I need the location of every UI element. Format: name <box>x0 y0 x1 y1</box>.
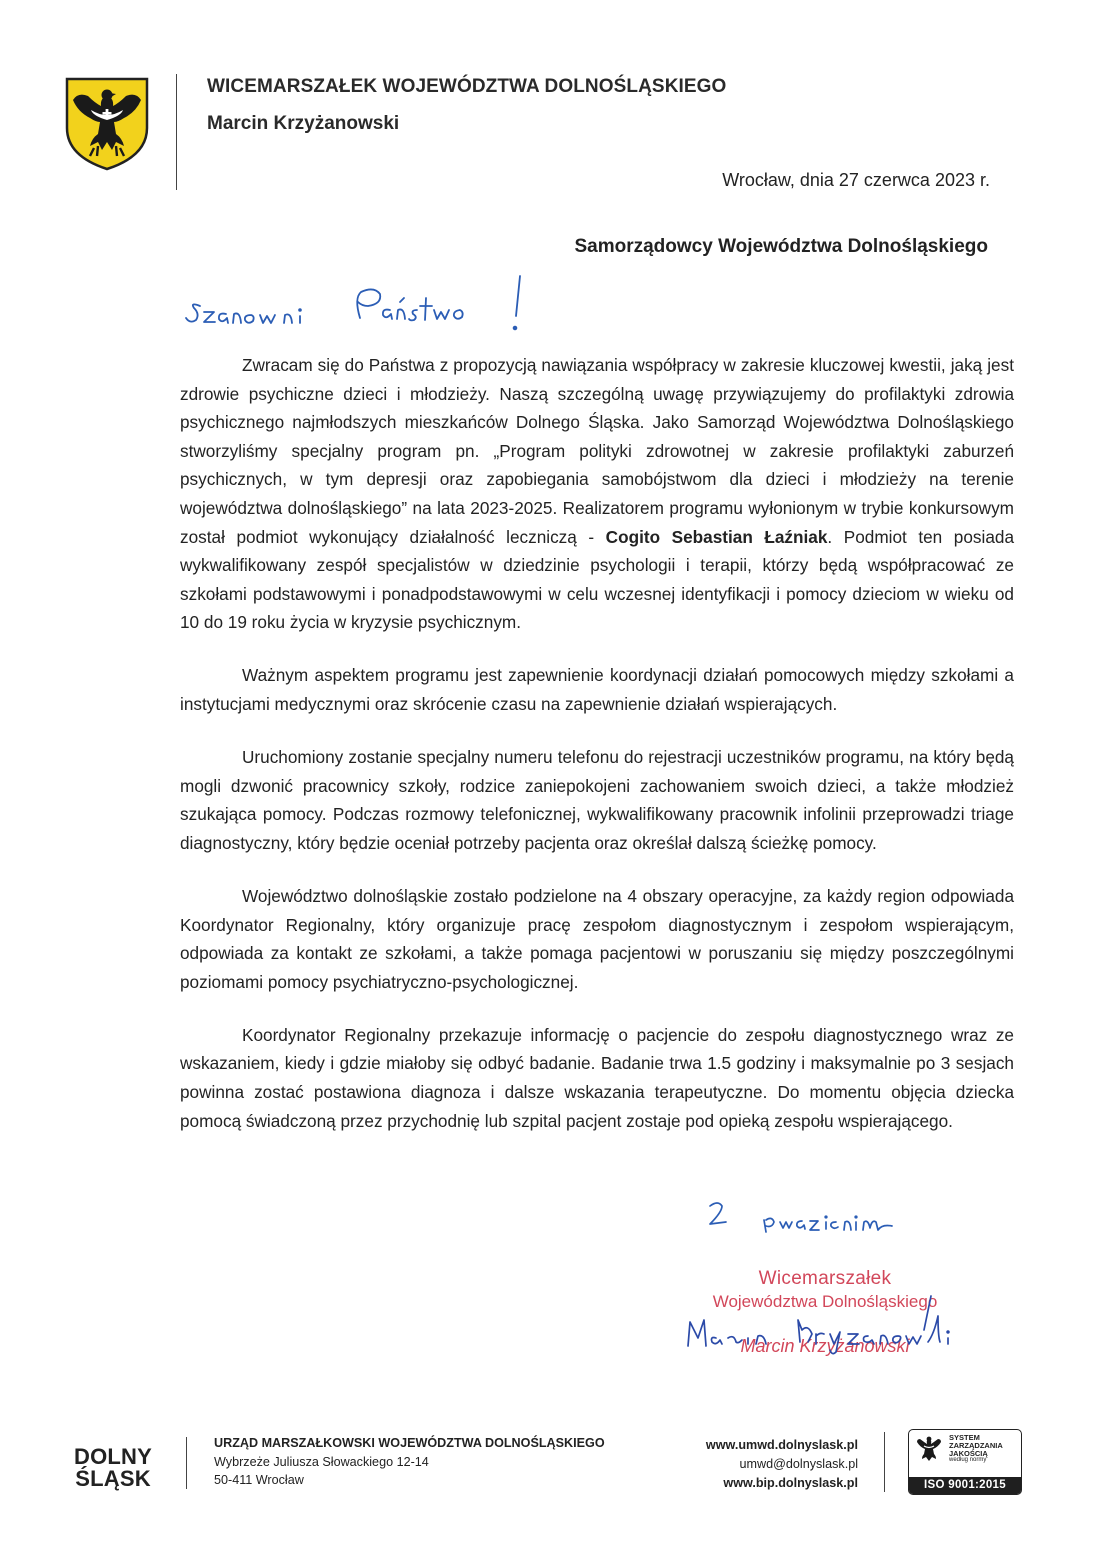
stamp-name: Marcin Krzyżanowski <box>740 1336 910 1356</box>
letter-body <box>180 351 1014 1160</box>
office-title: WICEMARSZAŁEK WOJEWÓDZTWA DOLNOŚLĄSKIEGO <box>207 76 727 97</box>
website-link[interactable]: www.umwd.dolnyslask.pl <box>705 1438 858 1452</box>
date-line: Wrocław, dnia 27 czerwca 2023 r. <box>722 170 990 190</box>
dolny-slask-logo: DOLNY ŚLĄSK <box>74 1444 152 1491</box>
realizator-name: Cogito Sebastian Łaźniak <box>605 526 828 547</box>
stamp-office: Województwa Dolnośląskiego <box>712 1292 938 1311</box>
paragraph-2: Ważnym aspektem programu jest zapewnienie koordynacji działań pomocowych między szkołami a instytucjami medycznymi oraz skrócenie czasu na zapewnienie działań wspierających. <box>180 665 1014 715</box>
paragraph-4: Województwo dolnośląskie zostało podzielone na 4 obszary operacyjne, za każdy region odpowiada Koordynator Regionalny, który organizuje pracę zespołom diagnostycznym i zespołom wspierającym, odpowiada za kontakt ze szkołami, a także pomaga pacjentowi w poruszaniu się między poszczególnymi poziomami pomocy psychiatryczno-psychologicznej. <box>180 886 1014 992</box>
eagle-icon <box>915 1435 943 1463</box>
handwritten-signature <box>676 1286 966 1366</box>
sender-name: Marcin Krzyżanowski <box>207 113 400 134</box>
iso-certification-badge: SYSTEM ZARZĄDZANIA JAKOŚCIĄ według normy ISO 9001:2015 <box>908 1429 1022 1495</box>
paragraph-1: Zwracam się do Państwa z propozycją nawiązania współpracy w zakresie kluczowej kwestii, jaką jest zdrowie psychiczne dzieci i młodzieży. Naszą szczególną uwagę przywiązujemy do profilaktyki zdrowia psychicznego najmłodszych mieszkańców Dolnego Śląska. Jako Samorząd Województwa Dolnośląskiego stworzyliśmy specjalny program pn. „Program polityki zdrowotnej w zakresie profilaktyki zaburzeń psychicznych, w tym depresji oraz zapobiegania samobójstwom dla dzieci i młodzieży na terenie województwa dolnośląskiego” na lata 2023-2025. Realizatorem programu wyłonionym w trybie konkursowym został podmiot wykonujący działalność leczniczą - Cogito Sebastian Łaźniak. Podmiot ten posiada wykwalifikowany zespół specjalistów w dziedzinie psychologii i terapii, którzy będą współpracować ze szkołami podstawowymi i ponadpodstawowymi w celu wczesnej identyfikacji i pomocy dzieciom w wieku od 10 do 19 roku życia w kryzysie psychicznym. <box>180 355 1015 633</box>
iso-badge-label: ISO 9001:2015 <box>909 1477 1021 1494</box>
lower-silesia-eagle-crest-icon <box>64 76 150 172</box>
bip-link[interactable]: www.bip.dolnyslask.pl <box>723 1476 858 1490</box>
paragraph-5: Koordynator Regionalny przekazuje informację o pacjencie do zespołu diagnostycznego wraz ze wskazaniem, kiedy i gdzie miałoby się odbyć badanie. Badanie trwa 1.5 godziny i maksymalnie po 3 sesjach powinna zostać postawiona diagnoza i dalsze wskazania terapeutyczne. Do momentu objęcia dziecka pomocą świadczoną przez przychodnię lub szpital pacjent zostaje pod opieką zespołu wspierającego. <box>180 1024 1014 1131</box>
email-link[interactable]: umwd@dolnyslask.pl <box>739 1457 858 1471</box>
org-name: URZĄD MARSZAŁKOWSKI WOJEWÓDZTWA DOLNOŚLĄSKIEGO <box>214 1436 605 1450</box>
contact-block <box>706 1436 858 1493</box>
footer-divider <box>186 1437 187 1489</box>
header-divider <box>176 74 177 190</box>
org-city: 50-411 Wrocław <box>214 1473 304 1487</box>
org-street: Wybrzeże Juliusza Słowackiego 12-14 <box>214 1455 429 1469</box>
recipient: Samorządowcy Województwa Dolnośląskiego <box>574 236 988 257</box>
paragraph-3: Uruchomiony zostanie specjalny numeru telefonu do rejestracji uczestników programu, na który będą mogli dzwonić pracownicy szkoły, rodzice zaniepokojeni zachowaniem swoich dzieci, a także młodzież szukająca pomocy. Podczas rozmowy telefonicznej, wykwalifikowany pracownik infolinii przeprowadzi triage diagnostyczny, który będzie oceniał potrzeby pacjenta oraz określał dalszą ścieżkę pomocy. <box>180 747 1014 853</box>
handwritten-salutation <box>178 268 538 338</box>
footer-divider-2 <box>884 1432 885 1492</box>
stamp-title: Wicemarszałek <box>758 1268 892 1289</box>
handwritten-closing <box>700 1190 940 1250</box>
